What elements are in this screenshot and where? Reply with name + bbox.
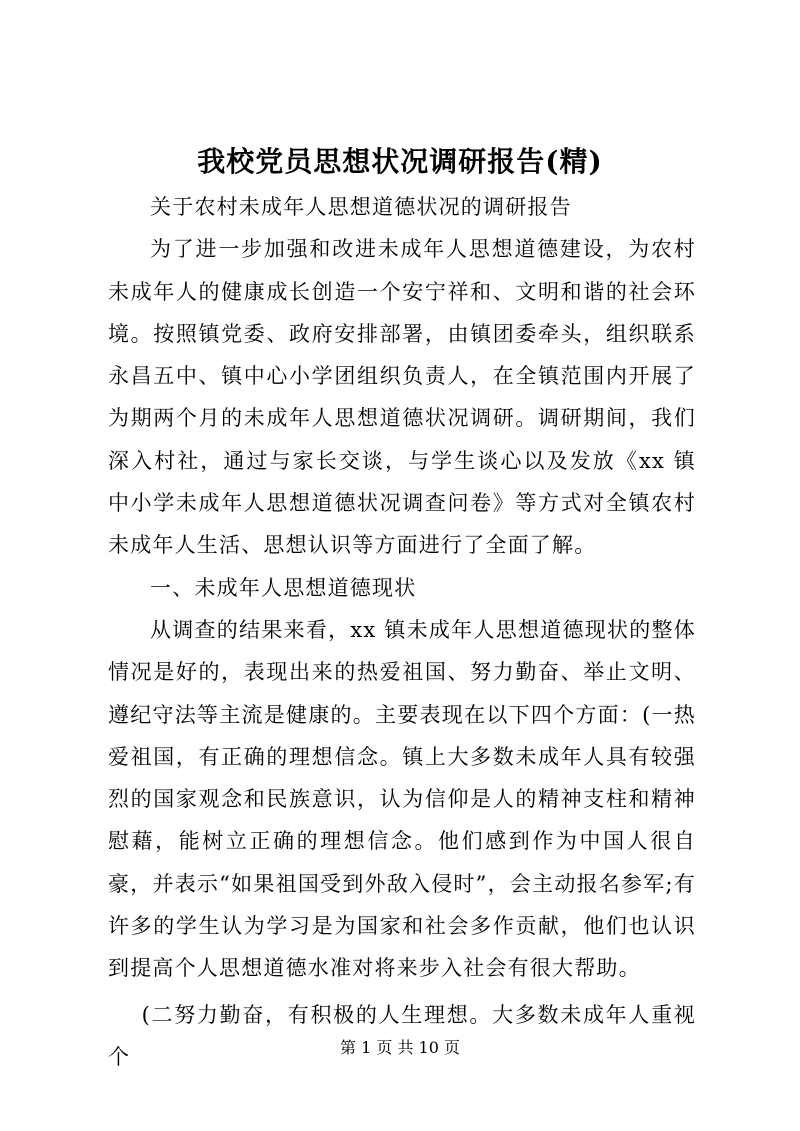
body-paragraph-subsection: (二努力勤奋，有积极的人生理想。大多数未成年人重视个 [108, 1002, 696, 1069]
section-heading: 一、未成年人思想道德现状 [150, 575, 417, 600]
page-indicator: 第 1 页 共 10 页 [340, 1038, 460, 1057]
body-paragraph-findings: 从调查的结果来看，xx 镇未成年人思想道德现状的整体情况是好的，表现出来的热爱祖国、努力勤奋、举止文明、遵纪守法等主流是健康的。主要表现在以下四个方面：(一热爱祖国，有正确的理想信念。镇上大多数未成年人具有较强烈的国家观念和民族意识，认为信仰是人的精神支柱和精神慰藉，能树立正确的理想信念。他们感到作为中国人很自豪，并表示“如果祖国受到外敌入侵时”，会主动报名参军;有许多的学生认为学习是为国家和社会多作贡献，他们也认识到提高个人思想道德水准对将来步入社会有很大帮助。 [108, 617, 696, 981]
document-title: 我校党员思想状况调研报告(精) [197, 145, 603, 178]
document-subtitle: 关于农村未成年人思想道德状况的调研报告 [150, 195, 572, 219]
body-paragraph-intro: 为了进一步加强和改进未成年人思想道德建设，为农村未成年人的健康成长创造一个安宁祥和、文明和谐的社会环境。按照镇党委、政府安排部署，由镇团委牵头，组织联系永昌五中、镇中心小学团组织负责人，在全镇范围内开展了为期两个月的未成年人思想道德状况调研。调研期间，我们深入村社，通过与家长交谈，与学生谈心以及发放《xx 镇中小学未成年人思想道德状况调查问卷》等方式对全镇农村未成年人生活、思想认识等方面进行了全面了解。 [108, 237, 696, 558]
document-body [108, 186, 696, 1078]
